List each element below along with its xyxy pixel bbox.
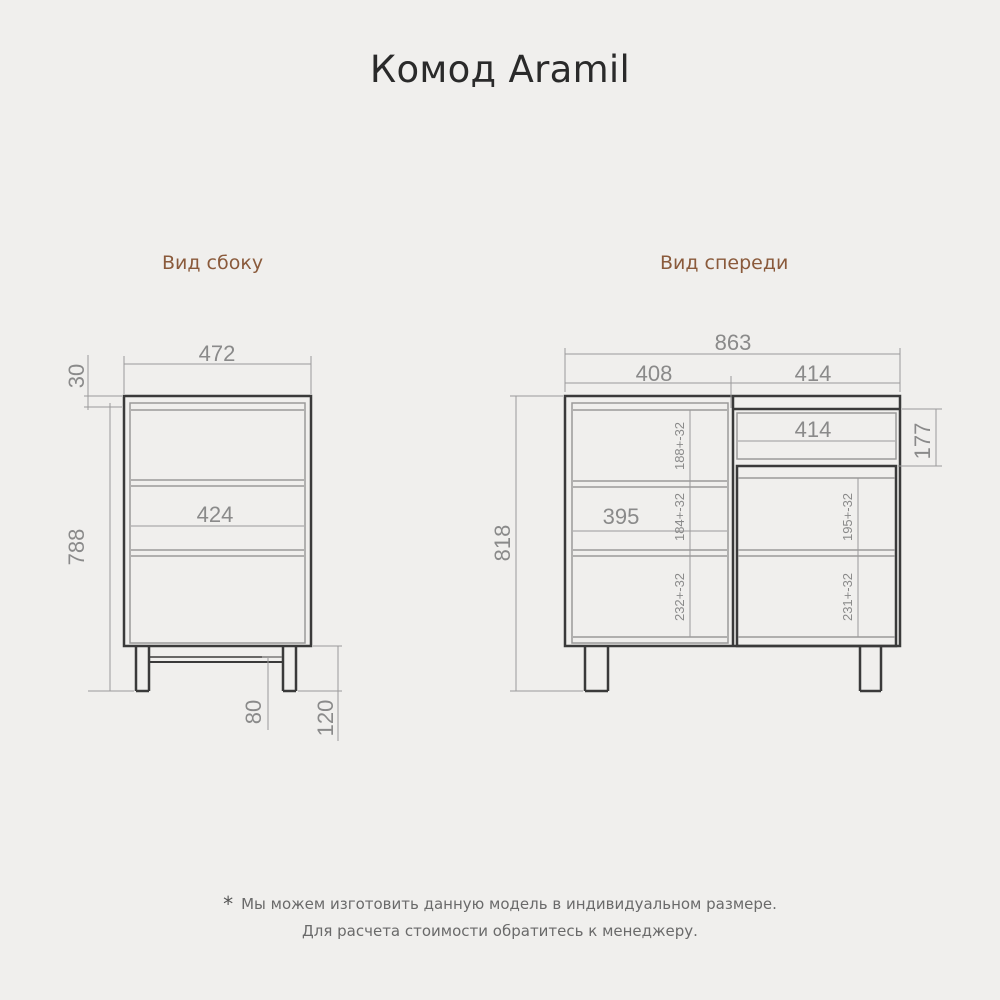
front-view-label: Вид спереди: [660, 252, 789, 274]
side-view-cabinet: [124, 396, 311, 691]
dim-front-height: 818: [490, 524, 515, 562]
footnote-line-1: [0, 892, 1000, 916]
side-view-label: Вид сбоку: [162, 252, 264, 274]
side-view-inner: [130, 403, 305, 662]
dim-shelf-left-3: 232+-32: [672, 572, 687, 622]
dim-shelf-right-2: 231+-32: [840, 572, 855, 622]
footnote-line-2: Для расчета стоимости обратитесь к менеджеру.: [302, 922, 698, 940]
dim-front-left-section: 408: [635, 361, 673, 386]
dim-side-floor-clearance: 120: [313, 699, 338, 737]
dim-front-top-drawer-height: 177: [910, 422, 935, 460]
dim-side-inner-depth: 424: [196, 502, 234, 527]
front-view-cabinet: [565, 396, 900, 691]
dim-side-height: 788: [64, 528, 89, 566]
dim-front-right-section: 414: [794, 361, 832, 386]
footnote-text-1: Мы можем изготовить данную модель в индивидуальном размере.: [241, 895, 777, 913]
asterisk-icon: *: [223, 892, 234, 916]
side-view-dimension-lines: [84, 355, 342, 741]
dim-side-leg-height: 80: [241, 699, 266, 725]
dim-front-width: 863: [714, 330, 752, 355]
dim-side-width: 472: [198, 341, 236, 366]
dim-shelf-right-1: 195+-32: [840, 492, 855, 542]
dim-shelf-left-2: 184+-32: [672, 492, 687, 542]
dim-front-right-drawer: 414: [794, 417, 832, 442]
front-view-dimension-lines: [510, 348, 942, 691]
dim-side-top-thickness: 30: [64, 363, 89, 389]
dim-shelf-left-1: 188+-32: [672, 421, 687, 471]
page-title: Комод Aramil: [369, 48, 631, 91]
dim-front-left-inner: 395: [602, 504, 640, 529]
